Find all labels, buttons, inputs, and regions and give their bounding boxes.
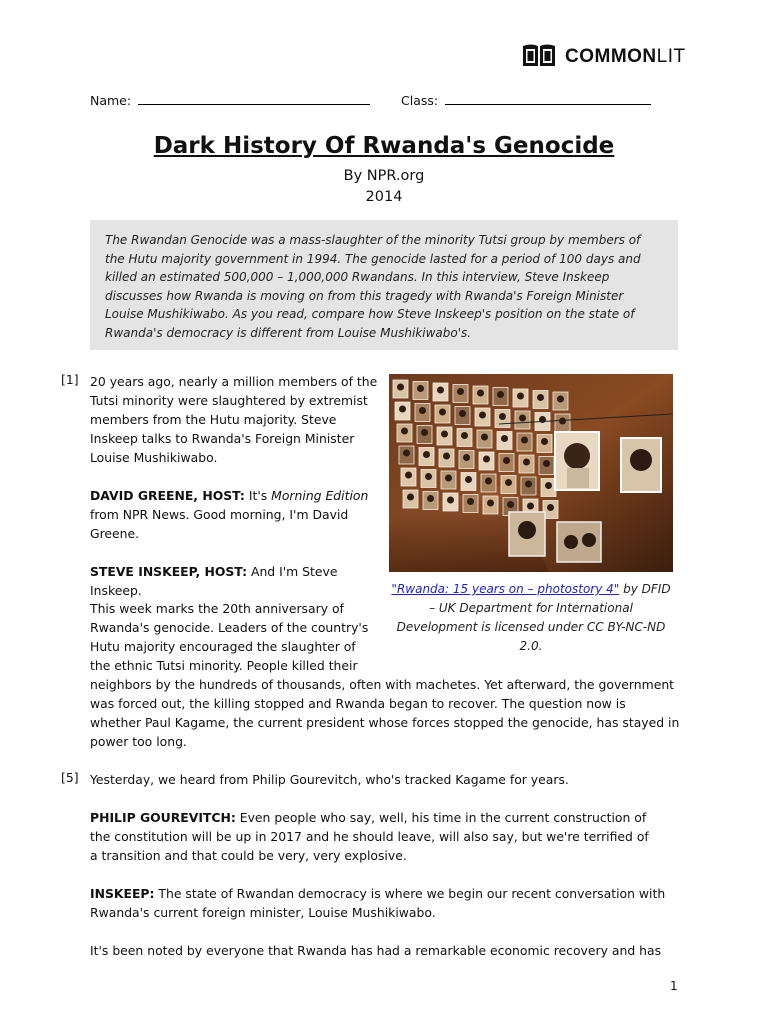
genocide-memorial-photo: [389, 374, 673, 572]
continuing-paragraph: It's been noted by everyone that Rwanda has had a remarkable economic recovery and has: [90, 943, 662, 958]
photo-caption: [389, 580, 673, 656]
class-line[interactable]: [445, 92, 651, 105]
paragraph-1: 20 years ago, nearly a million members of the Tutsi minority were slaughtered by extremist members from the Hutu majority. Steve Inskeep talks to Rwanda's Foreign Minister Louise Mushikiwabo.: [90, 374, 378, 465]
book-icon: [521, 41, 557, 73]
anniversary-paragraph-top: This week marks the 20th anniversary of Rwanda's genocide. Leaders of the country's Hutu majority encouraged the slaughter of the ethnic Tutsi minority. People killed their: [90, 601, 369, 673]
commonlit-logo: [521, 41, 686, 73]
paragraph-number: [1]: [61, 372, 79, 387]
greene-line: DAVID GREENE, HOST: It's Morning Edition from NPR News. Good morning, I'm David Greene.: [90, 488, 369, 541]
gourevitch-quote: PHILIP GOUREVITCH: Even people who say, well, his time in the current construction of the constitution will be up in 2017 and he should leave, will also say, but we're terrified of a transition and that could be very, very explosive.: [90, 810, 649, 863]
byline: [0, 166, 768, 208]
inskeep-line: STEVE INSKEEP, HOST: And I'm Steve Inskeep.: [90, 564, 338, 598]
speaker-label: INSKEEP:: [90, 886, 155, 901]
paragraph-number: [5]: [61, 770, 79, 785]
class-field[interactable]: [401, 92, 651, 108]
caption-credit: by DFID – UK Department for International Development is licensed under CC BY-NC-ND 2.0.: [396, 582, 671, 653]
paragraph-5: Yesterday, we heard from Philip Gourevitch, who's tracked Kagame for years.: [90, 772, 569, 787]
class-label: Class:: [401, 93, 439, 108]
author: By NPR.org: [343, 168, 425, 184]
brand-name: COMMONLIT: [565, 46, 686, 67]
summary-box: The Rwandan Genocide was a mass-slaughter of the minority Tutsi group by members of the Hutu majority government in 1994. The genocide lasted for a period of 100 days and killed an estimated 500,000 – 1,000,000 Rwandans. In this interview, Steve Inskeep discusses how Rwanda is moving on from this tragedy with Rwanda's Foreign Minister Louise Mushikiwabo. As you read, compare how Steve Inskeep's position on the state of Rwanda's democracy is different from Louise Mushikiwabo's.: [90, 220, 678, 350]
year: 2014: [365, 189, 403, 205]
page-number: 1: [670, 979, 678, 993]
speaker-label: STEVE INSKEEP, HOST:: [90, 564, 248, 579]
document-title: Dark History Of Rwanda's Genocide: [153, 133, 615, 159]
speaker-label: PHILIP GOUREVITCH:: [90, 810, 236, 825]
anniversary-paragraph-rest: neighbors by the hundreds of thousands, often with machetes. Yet afterward, the government was forced out, the killing stopped and Rwanda began to recover. The question now is whether Paul Kagame, the current president whose forces stopped the genocide, has stayed in power too long.: [90, 677, 680, 749]
name-label: Name:: [90, 93, 132, 108]
speaker-label: DAVID GREENE, HOST:: [90, 488, 245, 503]
name-field[interactable]: [90, 92, 370, 108]
name-line[interactable]: [138, 92, 370, 105]
inskeep-question: INSKEEP: The state of Rwandan democracy is where we begin our recent conversation with Rwanda's current foreign minister, Louise Mushikiwabo.: [90, 886, 666, 920]
photo-source-link[interactable]: "Rwanda: 15 years on – photostory 4": [391, 582, 620, 596]
